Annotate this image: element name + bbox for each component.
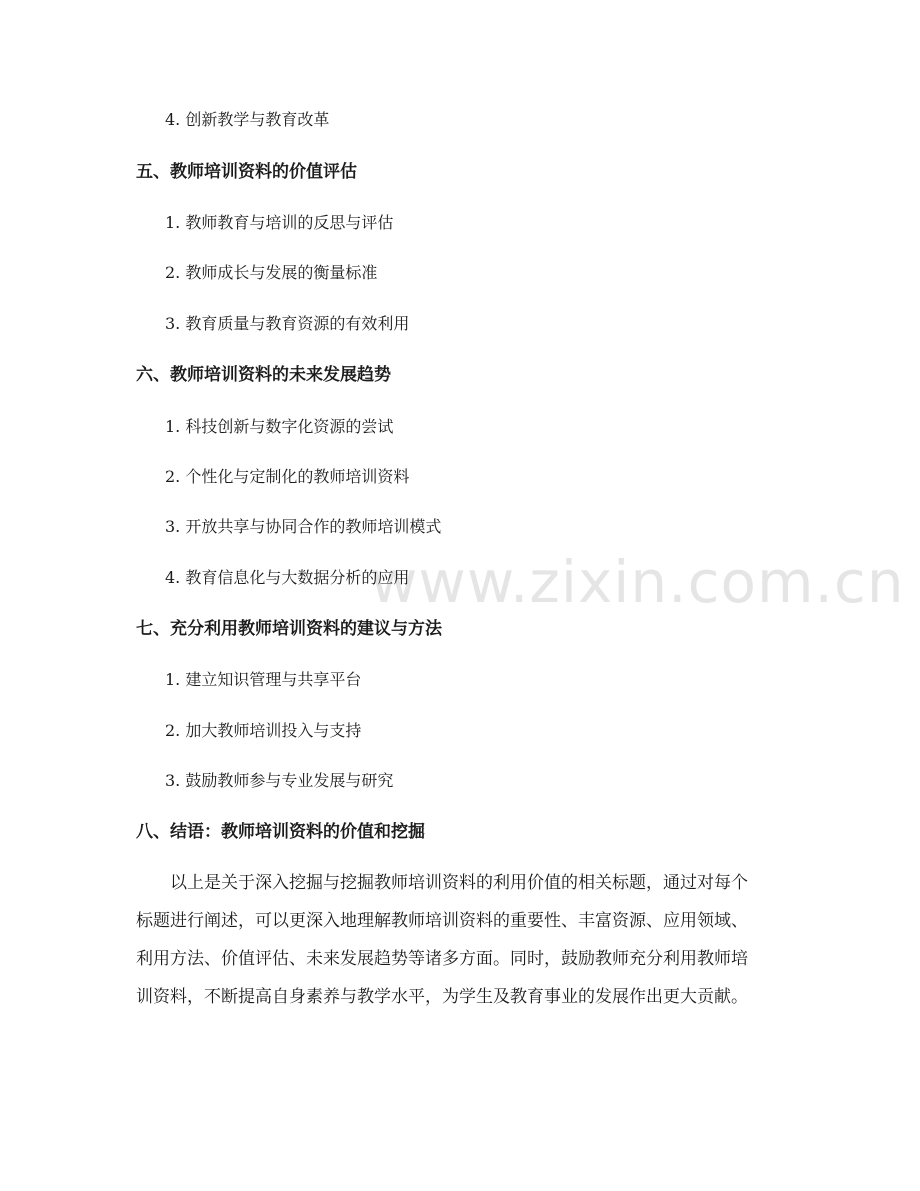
watermark-text: www.zixin.com.cn (370, 548, 905, 616)
list-item: 2. 加大教师培训投入与支持 (165, 721, 362, 740)
list-item: 4. 教育信息化与大数据分析的应用 (165, 568, 410, 587)
list-item: 2. 教师成长与发展的衡量标准 (165, 263, 378, 282)
list-item: 1. 科技创新与数字化资源的尝试 (165, 417, 394, 436)
paragraph-line: 以上是关于深入挖掘与挖掘教师培训资料的利用价值的相关标题，通过对每个 (170, 873, 748, 893)
paragraph-line: 利用方法、价值评估、未来发展趋势等诸多方面。同时，鼓励教师充分利用教师培 (136, 949, 748, 969)
paragraph-line: 标题进行阐述，可以更深入地理解教师培训资料的重要性、丰富资源、应用领域、 (136, 911, 748, 931)
conclusion-paragraph (136, 864, 786, 1016)
list-item: 1. 建立知识管理与共享平台 (165, 670, 362, 689)
list-item: 1. 教师教育与培训的反思与评估 (165, 213, 394, 232)
section-heading-5: 五、教师培训资料的价值评估 (136, 162, 357, 182)
section-heading-7: 七、充分利用教师培训资料的建议与方法 (136, 619, 442, 639)
list-item: 3. 鼓励教师参与专业发展与研究 (165, 771, 394, 790)
list-item: 3. 教育质量与教育资源的有效利用 (165, 314, 410, 333)
list-item: 2. 个性化与定制化的教师培训资料 (165, 467, 410, 486)
list-item: 3. 开放共享与协同合作的教师培训模式 (165, 517, 442, 536)
paragraph-line: 训资料，不断提高自身素养与教学水平，为学生及教育事业的发展作出更大贡献。 (136, 987, 748, 1007)
section-heading-6: 六、教师培训资料的未来发展趋势 (136, 365, 391, 385)
section-heading-8: 八、结语：教师培训资料的价值和挖掘 (136, 822, 425, 842)
list-item: 4. 创新教学与教育改革 (165, 110, 330, 129)
